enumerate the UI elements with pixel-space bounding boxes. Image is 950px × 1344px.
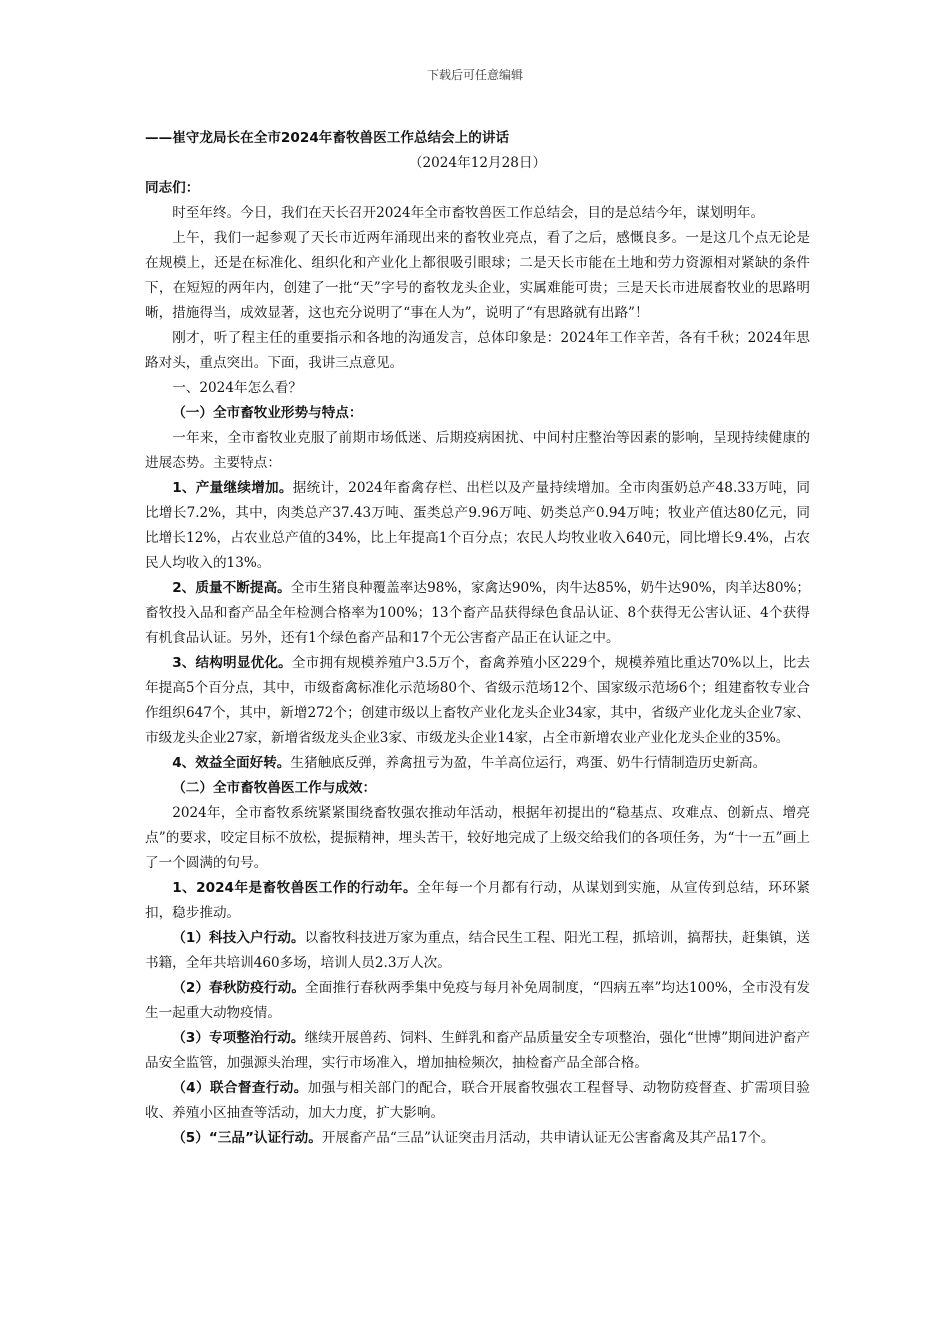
paragraph-list	[145, 201, 810, 1151]
paragraph	[145, 776, 810, 801]
paragraph	[145, 926, 810, 976]
paragraph-text: 开展畜产品“三品”认证突击月活动，共申请认证无公害畜禽及其产品17个。	[321, 1130, 775, 1146]
paragraph-text: 继续开展兽药、饲料、生鲜乳和畜产品质量安全专项整治，强化“世博”期间进沪畜产品安全监管，加强源头治理，实行市场准入，增加抽检频次，抽检畜产品全部合格。	[145, 1030, 810, 1071]
paragraph	[145, 801, 810, 876]
paragraph-text: 2024年，全市畜牧系统紧紧围绕畜牧强农推动年活动，根据年初提出的“稳基点、攻难点、创新点、增亮点”的要求，咬定目标不放松，提振精神，埋头苦干，较好地完成了上级交给我们的各项任务，为“十一五”画上了一个圆满的句号。	[145, 805, 810, 871]
paragraph	[145, 376, 810, 401]
paragraph-heading: 3、结构明显优化。	[172, 655, 292, 671]
paragraph	[145, 751, 810, 776]
page-header: 下载后可任意编辑	[426, 68, 523, 82]
paragraph-text: 全年每一个月都有行动，从谋划到实施，从宣传到总结，环环紧扣，稳步推动。	[145, 880, 810, 921]
paragraph-heading: （二）全市畜牧兽医工作与成效：	[172, 780, 377, 796]
paragraph	[145, 1126, 810, 1151]
paragraph-text: 全市拥有规模养殖户3.5万个，畜禽养殖小区229个，规模养殖比重达70%以上，比去年提高5个百分点，其中，市级畜禽标准化示范场80个、省级示范场12个、国家级示范场6个；组建畜牧专业合作组织647个，其中，新增272个；创建市级以上畜牧产业化龙头企业34家，其中，省级产业化龙头企业7家、市级龙头企业27家，新增省级龙头企业3家、市级龙头企业14家，占全市新增农业产业化龙头企业的35%。	[145, 655, 810, 746]
paragraph-heading: 1、产量继续增加。	[172, 480, 293, 496]
paragraph-text: 一、2024年怎么看？	[172, 380, 302, 396]
paragraph-text: 一年来，全市畜牧业克服了前期市场低迷、后期疫病困扰、中间村庄整治等因素的影响，呈现持续健康的进展态势。主要特点：	[145, 430, 810, 471]
paragraph	[145, 476, 810, 576]
paragraph	[145, 401, 810, 426]
paragraph-text: 时至年终。今日，我们在天长召开2024年全市畜牧兽医工作总结会，目的是总结今年，谋划明年。	[172, 205, 765, 221]
paragraph	[145, 1076, 810, 1126]
paragraph-text: 全市生猪良种覆盖率达98%，家禽达90%，肉牛达85%，奶牛达90%，肉羊达80%；畜牧投入品和畜产品全年检测合格率为100%；13个畜产品获得绿色食品认证、8个获得无公害认证、4个获得有机食品认证。另外，还有1个绿色畜产品和17个无公害畜产品正在认证之中。	[145, 580, 810, 646]
speech-title: ——崔守龙局长在全市2024年畜牧兽医工作总结会上的讲话	[145, 130, 510, 146]
paragraph	[145, 976, 810, 1026]
paragraph-text: 生猪触底反弹，养禽扭亏为盈，牛羊高位运行，鸡蛋、奶牛行情制造历史新高。	[290, 755, 767, 771]
speech-date: （2024年12月28日）	[408, 155, 547, 171]
paragraph-text: 上午，我们一起参观了天长市近两年涌现出来的畜牧业亮点，看了之后，感慨良多。一是这几个点无论是在规模上，还是在标准化、组织化和产业化上都很吸引眼球；二是天长市能在土地和劳力资源相对紧缺的条件下，在短短的两年内，创建了一批“天”字号的畜牧龙头企业，实属难能可贵；三是天长市进展畜牧业的思路明晰，措施得当，成效显著，这也充分说明了“事在人为”，说明了“有思路就有出路”！	[145, 230, 810, 321]
paragraph	[145, 201, 810, 226]
paragraph-heading: 4、效益全面好转。	[172, 755, 291, 771]
paragraph	[145, 876, 810, 926]
paragraph-text: 加强与相关部门的配合，联合开展畜牧强农工程督导、动物防疫督查、扩需项目验收、养殖小区抽查等活动，加大力度，扩大影响。	[145, 1080, 810, 1121]
paragraph	[145, 226, 810, 326]
paragraph	[145, 576, 810, 651]
paragraph-heading: 2、质量不断提高。	[172, 580, 291, 596]
paragraph-text: 以畜牧科技进万家为重点，结合民生工程、阳光工程，抓培训，搞帮扶，赶集镇，送书籍，全年共培训460多场，培训人员2.3万人次。	[145, 930, 810, 971]
document-body	[145, 126, 810, 1151]
paragraph-text: 全面推行春秋两季集中免疫与每月补免周制度，“四病五率”均达100%，全市没有发生一起重大动物疫情。	[145, 980, 810, 1021]
paragraph	[145, 426, 810, 476]
paragraph-text: 刚才，听了程主任的重要指示和各地的沟通发言，总体印象是：2024年工作辛苦，各有千秋；2024年思路对头，重点突出。下面，我讲三点意见。	[145, 330, 810, 371]
salutation: 同志们：	[145, 180, 200, 196]
paragraph-heading: （5）“三品”认证行动。	[172, 1130, 322, 1146]
paragraph-heading: 1、2024年是畜牧兽医工作的行动年。	[172, 880, 418, 896]
paragraph-heading: （4）联合督查行动。	[172, 1080, 308, 1096]
paragraph-heading: （一）全市畜牧业形势与特点：	[172, 405, 363, 421]
paragraph-text: 据统计，2024年畜禽存栏、出栏以及产量持续增加。全市肉蛋奶总产48.33万吨，同比增长7.2%，其中，肉类总产37.43万吨、蛋类总产9.96万吨、奶类总产0.94万吨；牧业产值达80亿元，同比增长12%，占农业总产值的34%，比上年提高1个百分点；农民人均牧业收入640元，同比增长9.4%，占农民人均收入的13%。	[145, 480, 810, 571]
paragraph-heading: （3）专项整治行动。	[172, 1030, 305, 1046]
paragraph-heading: （2）春秋防疫行动。	[172, 980, 306, 996]
paragraph	[145, 1026, 810, 1076]
paragraph	[145, 651, 810, 751]
paragraph-heading: （1）科技入户行动。	[172, 930, 305, 946]
paragraph	[145, 326, 810, 376]
